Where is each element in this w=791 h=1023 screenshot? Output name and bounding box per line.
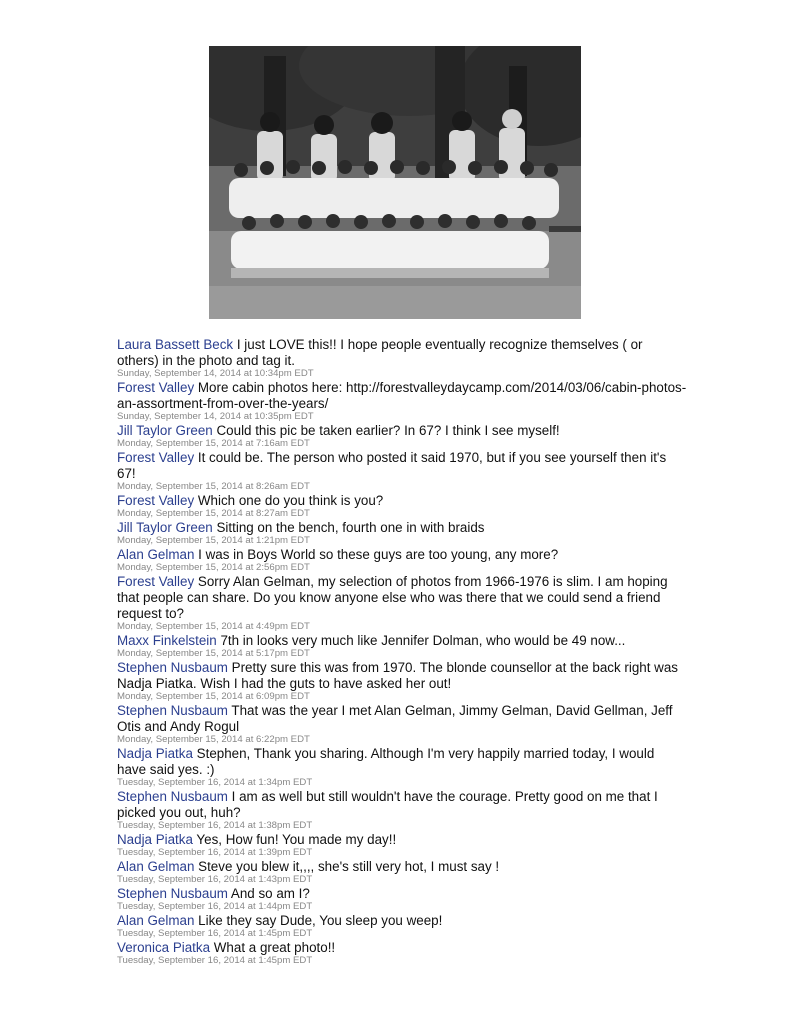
comment-item [117, 423, 687, 449]
comment-text: It could be. The person who posted it said 1970, but if you see yourself then it's 67! [117, 450, 667, 481]
comment-item [117, 520, 687, 546]
comment-author-link[interactable]: Maxx Finkelstein [117, 633, 217, 648]
comment-timestamp: Monday, September 15, 2014 at 2:56pm EDT [117, 562, 310, 573]
comment-author-link[interactable]: Nadja Piatka [117, 832, 193, 847]
comment-timestamp: Monday, September 15, 2014 at 6:09pm EDT [117, 691, 310, 702]
comment-text: And so am I? [230, 886, 310, 901]
comment-timestamp: Tuesday, September 16, 2014 at 1:43pm EDT [117, 874, 313, 885]
comment-item [117, 547, 687, 573]
comment-item [117, 886, 687, 912]
comment-text: Like they say Dude, You sleep you weep! [198, 913, 443, 928]
comment-item [117, 660, 687, 702]
comment-timestamp: Sunday, September 14, 2014 at 10:35pm EDT [117, 411, 314, 422]
comment-author-link[interactable]: Stephen Nusbaum [117, 703, 228, 718]
comment-item [117, 633, 687, 659]
comment-body [117, 913, 687, 929]
comment-timestamp: Tuesday, September 16, 2014 at 1:39pm EDT [117, 847, 313, 858]
comment-body [117, 493, 687, 509]
comment-author-link[interactable]: Stephen Nusbaum [117, 660, 228, 675]
comment-author-link[interactable]: Alan Gelman [117, 913, 195, 928]
comment-author-link[interactable]: Forest Valley [117, 493, 195, 508]
comment-body [117, 633, 687, 649]
comment-timestamp: Monday, September 15, 2014 at 8:26am EDT [117, 481, 310, 492]
comment-author-link[interactable]: Jill Taylor Green [117, 520, 213, 535]
comment-author-link[interactable]: Stephen Nusbaum [117, 789, 228, 804]
comment-body [117, 859, 687, 875]
comment-item [117, 380, 687, 422]
comment-text: I was in Boys World so these guys are too young, any more? [198, 547, 559, 562]
comment-item [117, 337, 687, 379]
comment-author-link[interactable]: Stephen Nusbaum [117, 886, 228, 901]
comment-text: Stephen, Thank you sharing. Although I'm very happily married today, I would have said yes. :) [117, 746, 655, 777]
comment-body [117, 450, 687, 482]
comment-item [117, 703, 687, 745]
comment-body [117, 789, 687, 821]
comment-text: I just LOVE this!! I hope people eventually recognize themselves ( or others) in the photo and tag it. [117, 337, 643, 368]
comment-timestamp: Tuesday, September 16, 2014 at 1:38pm EDT [117, 820, 313, 831]
comment-item [117, 832, 687, 858]
comment-body [117, 940, 687, 956]
comment-author-link[interactable]: Laura Bassett Beck [117, 337, 234, 352]
comment-text: Which one do you think is you? [197, 493, 384, 508]
comment-list [117, 337, 687, 967]
comment-text: Pretty sure this was from 1970. The blonde counsellor at the back right was Nadja Piatka. Wish I had the guts to have asked her out! [117, 660, 678, 691]
comment-timestamp: Monday, September 15, 2014 at 4:49pm EDT [117, 621, 310, 632]
comment-body [117, 337, 687, 369]
comment-author-link[interactable]: Forest Valley [117, 450, 195, 465]
comment-item [117, 940, 687, 966]
comment-body [117, 574, 687, 622]
comment-item [117, 859, 687, 885]
comment-text: Steve you blew it,,,, she's still very hot, I must say ! [198, 859, 500, 874]
comment-author-link[interactable]: Alan Gelman [117, 547, 195, 562]
comment-timestamp: Monday, September 15, 2014 at 1:21pm EDT [117, 535, 310, 546]
comment-item [117, 789, 687, 831]
comment-body [117, 660, 687, 692]
comment-timestamp: Monday, September 15, 2014 at 8:27am EDT [117, 508, 310, 519]
comment-text: I am as well but still wouldn't have the courage. Pretty good on me that I picked you out, huh? [117, 789, 658, 820]
comment-item [117, 913, 687, 939]
comment-author-link[interactable]: Nadja Piatka [117, 746, 193, 761]
comment-body [117, 886, 687, 902]
comment-body [117, 423, 687, 439]
comment-author-link[interactable]: Forest Valley [117, 380, 195, 395]
comment-timestamp: Tuesday, September 16, 2014 at 1:45pm EDT [117, 955, 313, 966]
comment-timestamp: Monday, September 15, 2014 at 6:22pm EDT [117, 734, 310, 745]
comment-text: Sorry Alan Gelman, my selection of photos from 1966-1976 is slim. I am hoping that people can share. Do you know anyone else who was there that we could send a friend request to? [117, 574, 668, 621]
comment-body [117, 703, 687, 735]
comment-timestamp: Sunday, September 14, 2014 at 10:34pm EDT [117, 368, 314, 379]
comment-timestamp: Monday, September 15, 2014 at 5:17pm EDT [117, 648, 310, 659]
comment-author-link[interactable]: Veronica Piatka [117, 940, 211, 955]
comment-item [117, 746, 687, 788]
comment-text: That was the year I met Alan Gelman, Jimmy Gelman, David Gellman, Jeff Otis and Andy Rogul [117, 703, 673, 734]
comment-timestamp: Monday, September 15, 2014 at 7:16am EDT [117, 438, 310, 449]
comment-item [117, 493, 687, 519]
comment-body [117, 380, 687, 412]
comment-text: More cabin photos here: http://forestvalleydaycamp.com/2014/03/06/cabin-photos-an-assortment-from-over-the-years/ [117, 380, 687, 411]
comment-body [117, 547, 687, 563]
group-photo [209, 46, 581, 319]
comment-timestamp: Tuesday, September 16, 2014 at 1:44pm EDT [117, 901, 313, 912]
comment-timestamp: Tuesday, September 16, 2014 at 1:34pm EDT [117, 777, 313, 788]
comment-text: Could this pic be taken earlier? In 67? I think I see myself! [216, 423, 560, 438]
comment-item [117, 450, 687, 492]
comment-body [117, 746, 687, 778]
comment-timestamp: Tuesday, September 16, 2014 at 1:45pm EDT [117, 928, 313, 939]
comment-text: Sitting on the bench, fourth one in with braids [216, 520, 485, 535]
comment-text: Yes, How fun! You made my day!! [196, 832, 397, 847]
comment-author-link[interactable]: Forest Valley [117, 574, 195, 589]
comment-author-link[interactable]: Alan Gelman [117, 859, 195, 874]
comment-item [117, 574, 687, 632]
comment-author-link[interactable]: Jill Taylor Green [117, 423, 213, 438]
comment-body [117, 832, 687, 848]
comment-body [117, 520, 687, 536]
comment-text: 7th in looks very much like Jennifer Dolman, who would be 49 now... [220, 633, 626, 648]
comment-text: What a great photo!! [213, 940, 336, 955]
